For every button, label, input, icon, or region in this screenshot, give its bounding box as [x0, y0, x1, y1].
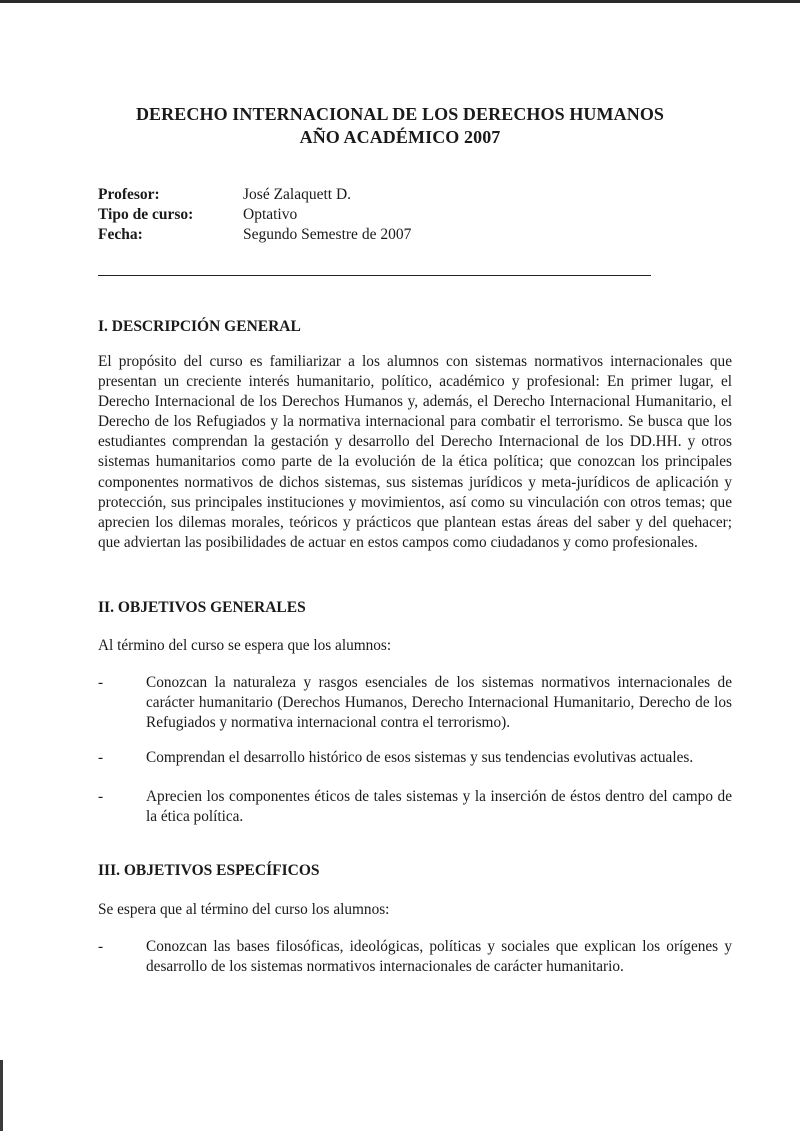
- bullet-dash: -: [98, 749, 104, 766]
- list-item: [98, 673, 732, 733]
- info-label: Profesor:: [98, 186, 160, 203]
- title-line-2: AÑO ACADÉMICO 2007: [299, 127, 501, 147]
- list-item-text: Conozcan las bases filosóficas, ideológicas, políticas y sociales que explican los orígenes y desarrollo de los sistemas normativos internacionales de carácter humanitario.: [146, 938, 732, 976]
- general-objectives-intro: Al término del curso se espera que los alumnos:: [98, 637, 392, 654]
- specific-objectives-intro: Se espera que al término del curso los alumnos:: [98, 901, 390, 918]
- info-row-date: [98, 225, 411, 245]
- bullet-dash: -: [98, 938, 104, 955]
- bullet-dash: -: [98, 674, 104, 691]
- description-paragraph: El propósito del curso es familiarizar a los alumnos con sistemas normativos internacionales que presentan un creciente interés humanitario, político, académico y profesional: En primer lugar, el Derecho Internacional de los Derechos Humanos y, además, el Derecho Internacional Humanitario, el Derecho de los Refugiados y la normativa internacional para combatir el terrorismo. Se busca que los estudiantes comprendan la gestación y desarrollo del Derecho Internacional de los DD.HH. y otros sistemas humanitarios como parte de la evolución de la ética política; que conozcan los principales componentes normativos de dichos sistemas, sus sistemas jurídicos y meta-jurídicos de aplicación y protección, sus principales instituciones y movimientos, así como su vinculación con otros temas; que aprecien los dilemas morales, teóricos y prácticos que plantean estas áreas del saber y del quehacer; que adviertan las posibilidades de actuar en estos campos como ciudadanos y como profesionales.: [98, 353, 732, 551]
- info-row-course-type: [98, 205, 411, 225]
- info-row-professor: [98, 185, 411, 205]
- info-label: Tipo de curso:: [98, 206, 194, 223]
- document-title: [0, 103, 800, 149]
- course-info: [98, 185, 411, 245]
- list-item: [98, 748, 732, 768]
- horizontal-divider: [98, 275, 651, 276]
- info-value: José Zalaquett D.: [243, 186, 352, 203]
- list-item-text: Conozcan la naturaleza y rasgos esenciales de los sistemas normativos internacionales de carácter humanitario (Derechos Humanos, Derecho Internacional Humanitario, Derecho de los Refugiados y normativa internacional contra el terrorismo).: [146, 674, 732, 732]
- list-item-text: Aprecien los componentes éticos de tales sistemas y la inserción de éstos dentro del campo de la ética política.: [146, 788, 732, 826]
- list-item: [98, 937, 732, 977]
- section-heading-description: I. DESCRIPCIÓN GENERAL: [98, 318, 301, 335]
- info-value: Optativo: [243, 206, 298, 223]
- info-label: Fecha:: [98, 226, 143, 243]
- info-value: Segundo Semestre de 2007: [243, 226, 412, 243]
- list-item: [98, 787, 732, 827]
- bullet-dash: -: [98, 788, 104, 805]
- section-heading-specific-objectives: III. OBJETIVOS ESPECÍFICOS: [98, 862, 320, 879]
- section-heading-general-objectives: II. OBJETIVOS GENERALES: [98, 599, 306, 616]
- list-item-text: Comprendan el desarrollo histórico de esos sistemas y sus tendencias evolutivas actuales.: [146, 749, 694, 766]
- title-line-1: DERECHO INTERNACIONAL DE LOS DERECHOS HUMANOS: [135, 104, 665, 124]
